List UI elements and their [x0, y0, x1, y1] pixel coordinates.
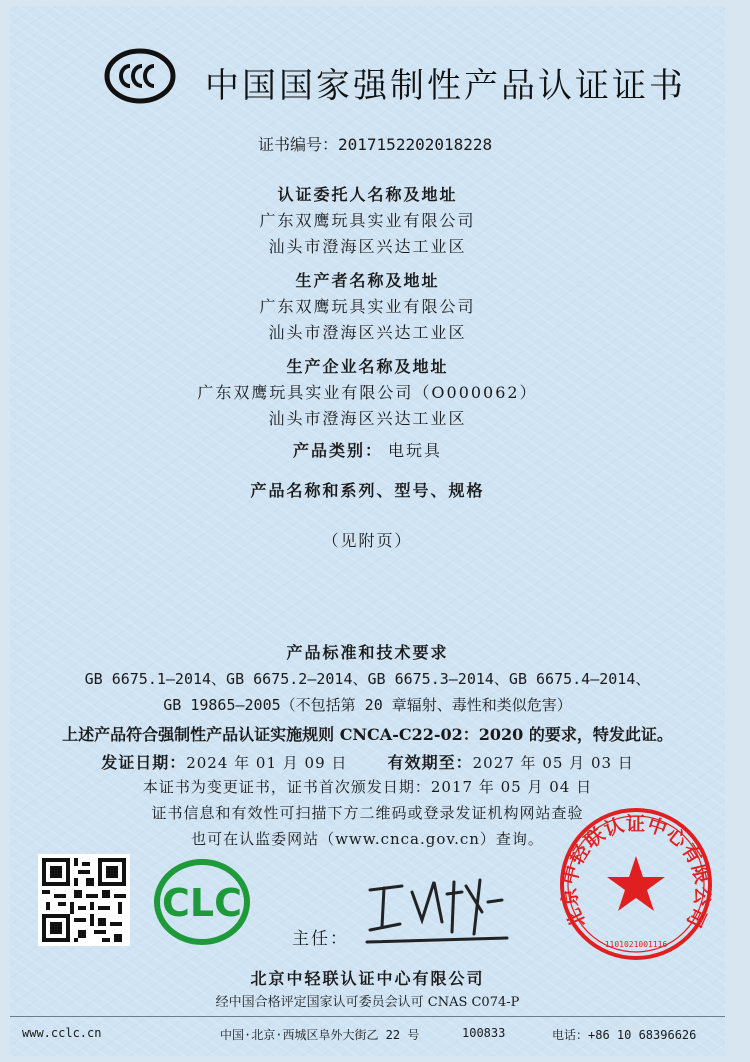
- product-heading: 产品名称和系列、型号、规格: [250, 481, 485, 500]
- director-signature: [362, 872, 512, 952]
- manufacturer-heading: 生产者名称及地址: [295, 271, 440, 290]
- footer-divider: [10, 1016, 725, 1017]
- applicant-address: 汕头市澄海区兴达工业区: [268, 237, 467, 256]
- applicant-name: 广东双鹰玩具实业有限公司: [259, 211, 476, 230]
- standards-line-2: GB 19865—2005（不包括第 20 章辐射、毒性和类似危害）: [163, 696, 572, 714]
- footer-phone: 电话：+86 10 68396626: [552, 1028, 697, 1042]
- manufacturer-name: 广东双鹰玩具实业有限公司: [259, 297, 476, 316]
- manufacturer-address: 汕头市澄海区兴达工业区: [268, 323, 467, 342]
- verify-line-1: 证书信息和有效性可扫描下方二维码或登录发证机构网站查验: [151, 804, 584, 822]
- footer-website[interactable]: www.cclc.cn: [22, 1026, 102, 1040]
- standards-heading: 产品标准和技术要求: [286, 643, 449, 662]
- verify-line-2: 也可在认监委网站（www.cnca.gov.cn）查询。: [191, 830, 544, 848]
- seal-text: 北京中轻联认证中心有限公司: [558, 812, 714, 932]
- category-label: 产品类别：: [292, 441, 383, 460]
- certificate-page: [10, 6, 725, 1056]
- clc-logo: [152, 858, 252, 946]
- certificate-number: [258, 132, 492, 155]
- see-attached: （见附页）: [322, 531, 413, 550]
- product-category: [10, 438, 725, 461]
- footer-postcode: 100833: [462, 1026, 506, 1040]
- factory-address: 汕头市澄海区兴达工业区: [268, 409, 467, 428]
- qr-code[interactable]: [38, 854, 130, 946]
- issue-date: 2024 年 01 月 09 日: [186, 754, 348, 772]
- certificate-title: 中国国家强制性产品认证证书: [205, 66, 686, 106]
- change-certificate-line: 本证书为变更证书，证书首次颁发日期：2017 年 05 月 04 日: [142, 778, 593, 796]
- factory-name: 广东双鹰玩具实业有限公司（O000062）: [197, 383, 538, 402]
- category-value: 电玩具: [388, 441, 443, 460]
- issue-date-label: 发证日期：: [101, 753, 187, 772]
- official-seal: [556, 804, 716, 964]
- cert-number-label: 证书编号：: [258, 135, 339, 154]
- valid-until-date: 2027 年 05 月 03 日: [472, 754, 634, 772]
- dates-row: [10, 750, 725, 773]
- issuer-accreditation: 经中国合格评定国家认可委员会认可 CNAS C074-P: [215, 995, 520, 1010]
- factory-heading: 生产企业名称及地址: [286, 357, 449, 376]
- cert-number-value: 2017152202018228: [338, 135, 493, 154]
- seal-number: 1101021001116: [604, 940, 668, 949]
- applicant-heading: 认证委托人名称及地址: [277, 185, 458, 204]
- ccc-logo: [104, 48, 176, 104]
- standards-line-1: GB 6675.1—2014、GB 6675.2—2014、GB 6675.3—2014、GB 6675.4—2014、: [84, 670, 651, 688]
- signature-label: 主任：: [292, 929, 349, 949]
- valid-until-label: 有效期至：: [387, 753, 473, 772]
- issuer-name: 北京中轻联认证中心有限公司: [250, 969, 485, 988]
- footer-address: 中国·北京·西城区阜外大街乙 22 号: [220, 1028, 420, 1042]
- clc-logo-text: CLC: [162, 881, 242, 925]
- compliance-statement: 上述产品符合强制性产品认证实施规则 CNCA-C22-02：2020 的要求，特发此证。: [62, 725, 673, 744]
